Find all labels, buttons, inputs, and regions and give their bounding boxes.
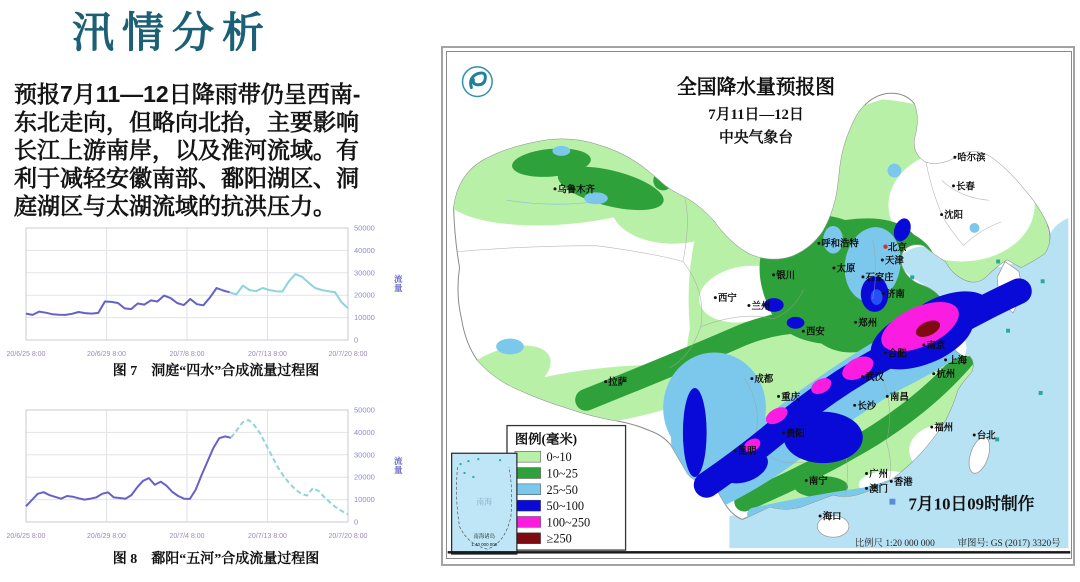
city-label: 南宁	[808, 475, 828, 486]
city-dot	[881, 259, 884, 262]
city-label: 合肥	[887, 348, 907, 359]
svg-text:40000: 40000	[354, 245, 375, 255]
city-dot	[884, 351, 887, 354]
city-dot	[734, 449, 737, 452]
south-china-sea-inset	[452, 453, 517, 554]
chart-caption-fig8: 图 8 鄱阳“五河”合成流量过程图	[112, 552, 320, 567]
city-label: 西宁	[717, 293, 737, 304]
city-label: 海口	[822, 511, 842, 522]
city-label: 南京	[926, 340, 946, 351]
cma-logo	[463, 67, 493, 97]
svg-text:流量: 流量	[394, 274, 403, 293]
legend-label: 0~10	[546, 450, 572, 465]
city-label: 成都	[754, 374, 774, 385]
legend-swatch	[515, 451, 541, 462]
city-dot	[865, 472, 868, 475]
analysis-paragraph	[14, 80, 432, 220]
svg-text:20/6/25 8:00: 20/6/25 8:00	[6, 533, 46, 540]
svg-text:10000: 10000	[354, 313, 375, 323]
svg-text:20/6/29 8:00: 20/6/29 8:00	[87, 351, 126, 358]
city-label: 贵阳	[786, 428, 805, 439]
legend-title: 图例(毫米)	[514, 431, 578, 447]
inset-islands-label: 南海诸岛	[473, 534, 496, 541]
city-dot	[604, 380, 607, 383]
map-scale-text: 比例尺 1:20 000 000	[854, 539, 935, 550]
city-label: 南昌	[889, 391, 909, 402]
city-label: 香港	[893, 476, 913, 487]
flow-chart-dongting	[6, 222, 432, 362]
svg-text:10000: 10000	[354, 495, 375, 505]
svg-text:20/7/13 8:00: 20/7/13 8:00	[248, 533, 287, 540]
page-title: 汛情分析	[72, 9, 273, 56]
city-label: 太原	[836, 263, 856, 274]
svg-text:40000: 40000	[354, 427, 375, 437]
city-dot	[861, 275, 864, 278]
city-dot	[865, 487, 868, 490]
legend-swatch	[515, 516, 541, 527]
city-dot	[714, 296, 717, 299]
city-label: 济南	[886, 289, 905, 300]
precip-map	[446, 51, 1072, 559]
svg-text:20/7/8 8:00: 20/7/8 8:00	[169, 351, 205, 358]
city-label: 石家庄	[865, 272, 894, 283]
svg-text:20000: 20000	[354, 290, 375, 300]
city-dot	[802, 330, 805, 333]
city-label: 重庆	[781, 391, 801, 402]
svg-text:0: 0	[354, 517, 359, 527]
city-dot	[861, 375, 864, 378]
city-dot	[890, 480, 893, 483]
svg-text:20000: 20000	[354, 472, 375, 482]
city-dot	[882, 292, 885, 295]
paragraph-line: 东北走向，但略向北抬，主要影响	[14, 109, 359, 135]
legend-swatch	[515, 468, 541, 479]
paragraph-line: 庭湖区与太湖流域的抗洪压力。	[14, 193, 336, 219]
city-dot	[930, 426, 933, 429]
legend-label: 25~50	[546, 482, 578, 497]
city-label: 哈尔滨	[957, 152, 986, 163]
svg-text:20/7/20 8:00: 20/7/20 8:00	[328, 351, 368, 358]
svg-text:50000: 50000	[354, 223, 375, 233]
map-bottom-frame	[448, 551, 1071, 553]
legend-label: 50~100	[546, 499, 585, 514]
svg-text:流量: 流量	[394, 456, 403, 475]
city-dot	[940, 213, 943, 216]
svg-text:20/7/20 8:00: 20/7/20 8:00	[328, 533, 368, 540]
city-dot	[932, 372, 935, 375]
city-dot	[782, 432, 785, 435]
city-dot	[772, 273, 775, 276]
city-dot	[886, 395, 889, 398]
city-label: 昆明	[737, 446, 757, 457]
city-dot	[853, 404, 856, 407]
city-label: 广州	[869, 468, 888, 479]
paragraph-line: 长江上游南岸，以及淮河流域。有	[14, 137, 359, 163]
inset-scale-label: 1:40 000 000	[471, 542, 498, 548]
city-label: 呼和浩特	[821, 238, 859, 249]
city-label: 乌鲁木齐	[557, 184, 595, 195]
city-label: 武汉	[865, 372, 885, 383]
city-dot	[554, 187, 557, 190]
city-dot	[832, 266, 835, 269]
map-approval-text: 审图号: GS (2017) 3320号	[957, 539, 1061, 550]
city-label: 澳门	[869, 483, 888, 494]
made-text-marker	[889, 499, 895, 505]
svg-text:30000: 30000	[354, 268, 375, 278]
city-dot	[819, 515, 822, 518]
city-dot	[747, 304, 750, 307]
svg-text:20/7/13 8:00: 20/7/13 8:00	[248, 351, 287, 358]
svg-text:20/7/4 8:00: 20/7/4 8:00	[169, 533, 205, 540]
city-dot	[944, 358, 947, 361]
city-label: 郑州	[858, 317, 878, 328]
map-title: 全国降水量预报图	[677, 76, 836, 99]
legend-swatch	[515, 484, 541, 495]
legend-swatch	[515, 500, 541, 511]
svg-text:50000: 50000	[354, 405, 375, 415]
svg-text:20/6/25 8:00: 20/6/25 8:00	[6, 351, 46, 358]
city-dot	[805, 479, 808, 482]
svg-text:0: 0	[354, 335, 359, 345]
precip-map-panel	[441, 46, 1075, 566]
city-label: 西安	[805, 326, 825, 337]
city-label: 银川	[776, 270, 796, 281]
city-label: 长沙	[857, 400, 877, 411]
paragraph-line: 预报7月11—12日降雨带仍呈西南-	[14, 81, 361, 107]
city-label: 台北	[976, 430, 996, 441]
city-label: 北京	[887, 242, 907, 253]
svg-text:30000: 30000	[354, 450, 375, 460]
map-agency: 中央气象台	[719, 129, 794, 146]
city-dot	[777, 395, 780, 398]
paragraph-line: 利于减轻安徽南部、鄱阳湖区、洞	[14, 165, 359, 191]
city-label: 拉萨	[608, 377, 628, 388]
city-dot	[973, 433, 976, 436]
city-label: 长春	[956, 181, 975, 192]
city-label: 沈阳	[944, 210, 964, 221]
legend-swatch	[515, 533, 541, 544]
city-dot	[817, 242, 820, 245]
city-label: 上海	[948, 355, 968, 366]
city-label: 杭州	[936, 369, 956, 380]
legend-label: ≥250	[546, 531, 572, 546]
map-subtitle: 7月11日—12日	[708, 107, 804, 124]
map-legend	[507, 426, 626, 551]
city-dot	[854, 321, 857, 324]
city-dot	[922, 344, 925, 347]
city-label: 天津	[885, 255, 904, 266]
flow-chart-poyang	[6, 404, 432, 544]
city-dot	[953, 156, 956, 159]
made-date-text: 7月10日09时制作	[908, 494, 1035, 514]
inset-sea-label: 南海	[476, 497, 493, 507]
city-label: 福州	[934, 422, 954, 433]
city-label: 兰州	[751, 300, 771, 311]
legend-label: 10~25	[546, 466, 578, 481]
legend-label: 100~250	[546, 515, 591, 530]
svg-text:20/6/29 8:00: 20/6/29 8:00	[87, 533, 126, 540]
chart-caption-fig7: 图 7 洞庭“四水”合成流量过程图	[112, 364, 320, 379]
city-dot	[750, 377, 753, 380]
city-dot	[952, 184, 955, 187]
